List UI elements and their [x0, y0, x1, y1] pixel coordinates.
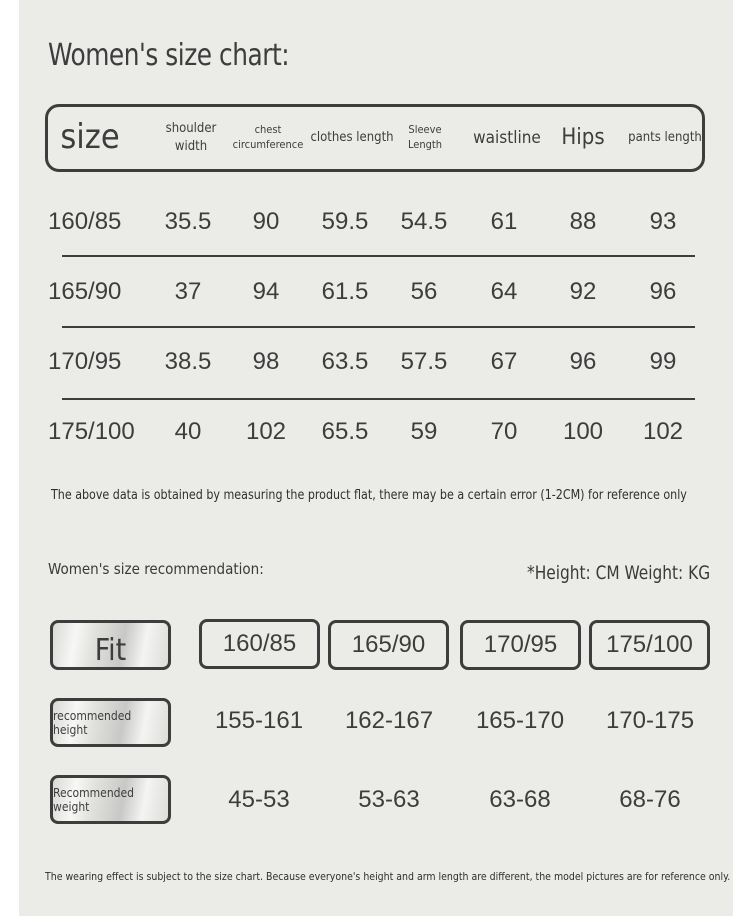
recommended-height-label: recommended height [50, 698, 171, 747]
row-4-shoulder: 40 [174, 418, 202, 445]
weight-range-170-95: 63-68 [489, 786, 551, 813]
measurement-note: The above data is obtained by measuring the product flat, there may be a certain error (1-2CM) for reference only [51, 488, 687, 503]
row-4-sleeve-length: 59 [410, 418, 438, 445]
row-4-hips: 100 [562, 418, 604, 445]
row-2-clothes-length: 61.5 [321, 278, 369, 305]
row-3-sleeve-length: 57.5 [400, 348, 448, 375]
row-3-shoulder: 38.5 [164, 348, 212, 375]
row-1-chest: 90 [252, 208, 280, 235]
recommended-weight-label: Recommended weight [50, 775, 171, 824]
weight-range-175-100: 68-76 [619, 786, 681, 813]
weight-range-160-85: 45-53 [228, 786, 290, 813]
chart-title: Women's size chart: [48, 38, 290, 73]
recommendation-title: Women's size recommendation: [48, 560, 264, 578]
height-range-160-85: 155-161 [214, 707, 304, 734]
header-sleeve-length: Sleeve Length [407, 123, 443, 151]
row-1-waistline: 61 [490, 208, 518, 235]
row-1-clothes-length: 59.5 [321, 208, 369, 235]
row-2-hips: 92 [569, 278, 597, 305]
header-clothes-length: clothes length [310, 130, 394, 146]
row-divider [62, 398, 695, 400]
height-range-175-100: 170-175 [605, 707, 695, 734]
row-2-pants-length: 96 [649, 278, 677, 305]
size-175-100-badge: 175/100 [589, 620, 710, 670]
row-3-pants-length: 99 [649, 348, 677, 375]
header-shoulder-width: shoulder width [165, 121, 217, 154]
units-note: *Height: CM Weight: KG [527, 562, 711, 584]
row-1-pants-length: 93 [649, 208, 677, 235]
row-divider [62, 255, 695, 257]
row-3-chest: 98 [252, 348, 280, 375]
row-4-chest: 102 [245, 418, 287, 445]
header-chest-circumference: chest circumference [232, 123, 304, 151]
header-size: size [60, 117, 120, 158]
row-3-clothes-length: 63.5 [321, 348, 369, 375]
row-2-size: 165/90 [48, 278, 122, 305]
row-divider [62, 326, 695, 328]
row-4-size: 175/100 [48, 418, 135, 445]
row-4-clothes-length: 65.5 [321, 418, 369, 445]
height-range-170-95: 165-170 [475, 707, 565, 734]
height-range-165-90: 162-167 [344, 707, 434, 734]
footer-note: The wearing effect is subject to the size chart. Because everyone's height and arm length are different, the model pictures are for reference only. [45, 870, 731, 883]
fit-label: Fit [50, 620, 171, 670]
size-160-85-badge: 160/85 [199, 619, 320, 669]
header-waistline: waistline [473, 127, 541, 148]
size-165-90-badge: 165/90 [328, 620, 449, 670]
row-2-waistline: 64 [490, 278, 518, 305]
row-1-shoulder: 35.5 [164, 208, 212, 235]
row-4-waistline: 70 [490, 418, 518, 445]
weight-range-165-90: 53-63 [358, 786, 420, 813]
row-1-size: 160/85 [48, 208, 122, 235]
row-3-hips: 96 [569, 348, 597, 375]
row-3-size: 170/95 [48, 348, 122, 375]
row-2-shoulder: 37 [174, 278, 202, 305]
size-170-95-badge: 170/95 [460, 620, 581, 670]
row-4-pants-length: 102 [642, 418, 684, 445]
row-2-chest: 94 [252, 278, 280, 305]
row-1-sleeve-length: 54.5 [400, 208, 448, 235]
row-1-hips: 88 [569, 208, 597, 235]
row-2-sleeve-length: 56 [410, 278, 438, 305]
header-pants-length: pants length [628, 130, 702, 146]
header-hips: Hips [561, 125, 605, 151]
row-3-waistline: 67 [490, 348, 518, 375]
